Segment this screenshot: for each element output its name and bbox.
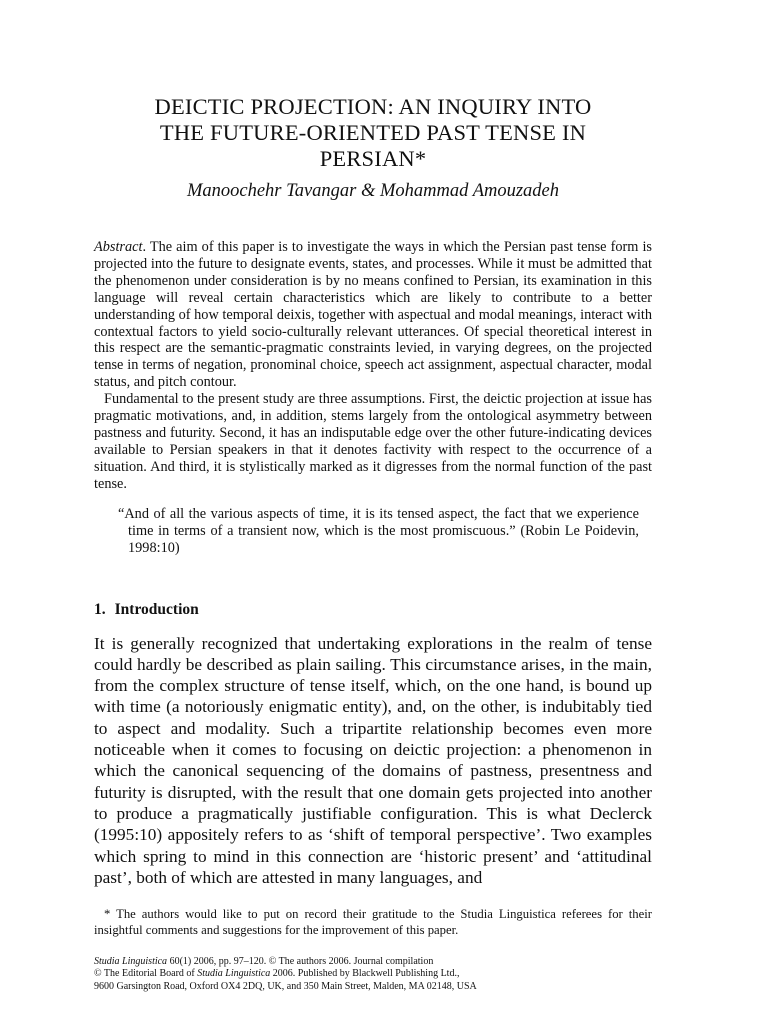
footer-line-3: 9600 Garsington Road, Oxford OX4 2DQ, UK, and 350 Main Street, Malden, MA 02148, USA	[94, 980, 477, 992]
footnote	[94, 907, 652, 938]
authors: Manoochehr Tavangar & Mohammad Amouzadeh	[186, 181, 560, 201]
paper-title	[94, 94, 652, 172]
section-title: Introduction	[114, 600, 199, 618]
footer-line-2	[94, 968, 652, 980]
footnote-text: * The authors would like to put on record their gratitude to the Studia Linguistica referees for their insightful comments and suggestions for the improvement of this paper.	[94, 907, 652, 937]
abstract	[94, 239, 652, 493]
section-heading	[94, 601, 652, 619]
epigraph-text: “And of all the various aspects of time, it is its tensed aspect, the fact that we experience time in terms of a transient now, which is the most promiscuous.” (Robin Le Poidevin, 1998:10)	[118, 505, 639, 556]
abstract-text-1: . The aim of this paper is to investigate the ways in which the Persian past tense form is projected into the future to designate events, states, and processes. While it must be admitted that the phenomenon under consideration is by no means confined to Persian, its examination in this language will reveal certain characteristics which are likely to contribute to a better understanding of how temporal deixis, together with aspectual and modal meanings, interact with contextual factors to yield socio-culturally relevant utterances. Of special theoretical interest in this respect are the semantic-pragmatic constraints levied, in varying degrees, on the projected tense in terms of negation, pronominal choice, speech act assignment, aspectual character, modal status, and pitch contour.	[94, 239, 652, 391]
title-line-1: DEICTIC PROJECTION: AN INQUIRY INTO	[154, 94, 592, 119]
abstract-label: Abstract	[94, 239, 143, 255]
paper-page	[94, 0, 652, 993]
section-body	[94, 633, 652, 889]
footer-line-2-prefix: © The Editorial Board of	[94, 968, 198, 980]
footer-journal-name: Studia Linguistica	[94, 956, 168, 968]
title-line-3: PERSIAN*	[319, 146, 427, 171]
footer-journal-name-2: Studia Linguistica	[197, 968, 271, 980]
title-line-2: THE FUTURE-ORIENTED PAST TENSE IN	[159, 120, 587, 145]
abstract-paragraph-1	[94, 239, 652, 391]
footer-line-2-text: 2006. Published by Blackwell Publishing Ltd.,	[270, 968, 460, 980]
abstract-paragraph-2: Fundamental to the present study are three assumptions. First, the deictic projection at issue has pragmatic motivations, and, in addition, stems largely from the ontological asymmetry between pastness and futurity. Second, it has an indisputable edge over the other future-indicating devices available to Persian speakers in that it denotes factivity with respect to the occurrence of a situation. And third, it is stylistically marked as it digresses from the normal function of the past tense.	[94, 391, 652, 492]
body-paragraph: It is generally recognized that undertaking explorations in the realm of tense could hardly be described as plain sailing. This circumstance arises, in the main, from the complex structure of tense itself, which, on the one hand, is bound up with time (a notoriously enigmatic entity), and, on the other, is indubitably tied to aspect and modality. Such a tripartite relationship becomes even more noticeable when it comes to focusing on deictic projection: a phenomenon in which the canonical sequencing of the domains of pastness, presentness and futurity is disrupted, with the result that one domain gets projected into another to produce a pragmatically justifiable configuration. This is what Declerck (1995:10) appositely refers to as ‘shift of temporal perspective’. Two examples which spring to mind in this connection are ‘historic present’ and ‘attitudinal past’, both of which are attested in many languages, and	[94, 633, 652, 887]
epigraph	[118, 506, 639, 557]
footer-line-1	[94, 956, 652, 968]
publication-footer	[94, 956, 652, 993]
footer-line-1-text: 60(1) 2006, pp. 97–120. © The authors 2006. Journal compilation	[167, 956, 434, 968]
section-number: 1.	[94, 600, 106, 618]
